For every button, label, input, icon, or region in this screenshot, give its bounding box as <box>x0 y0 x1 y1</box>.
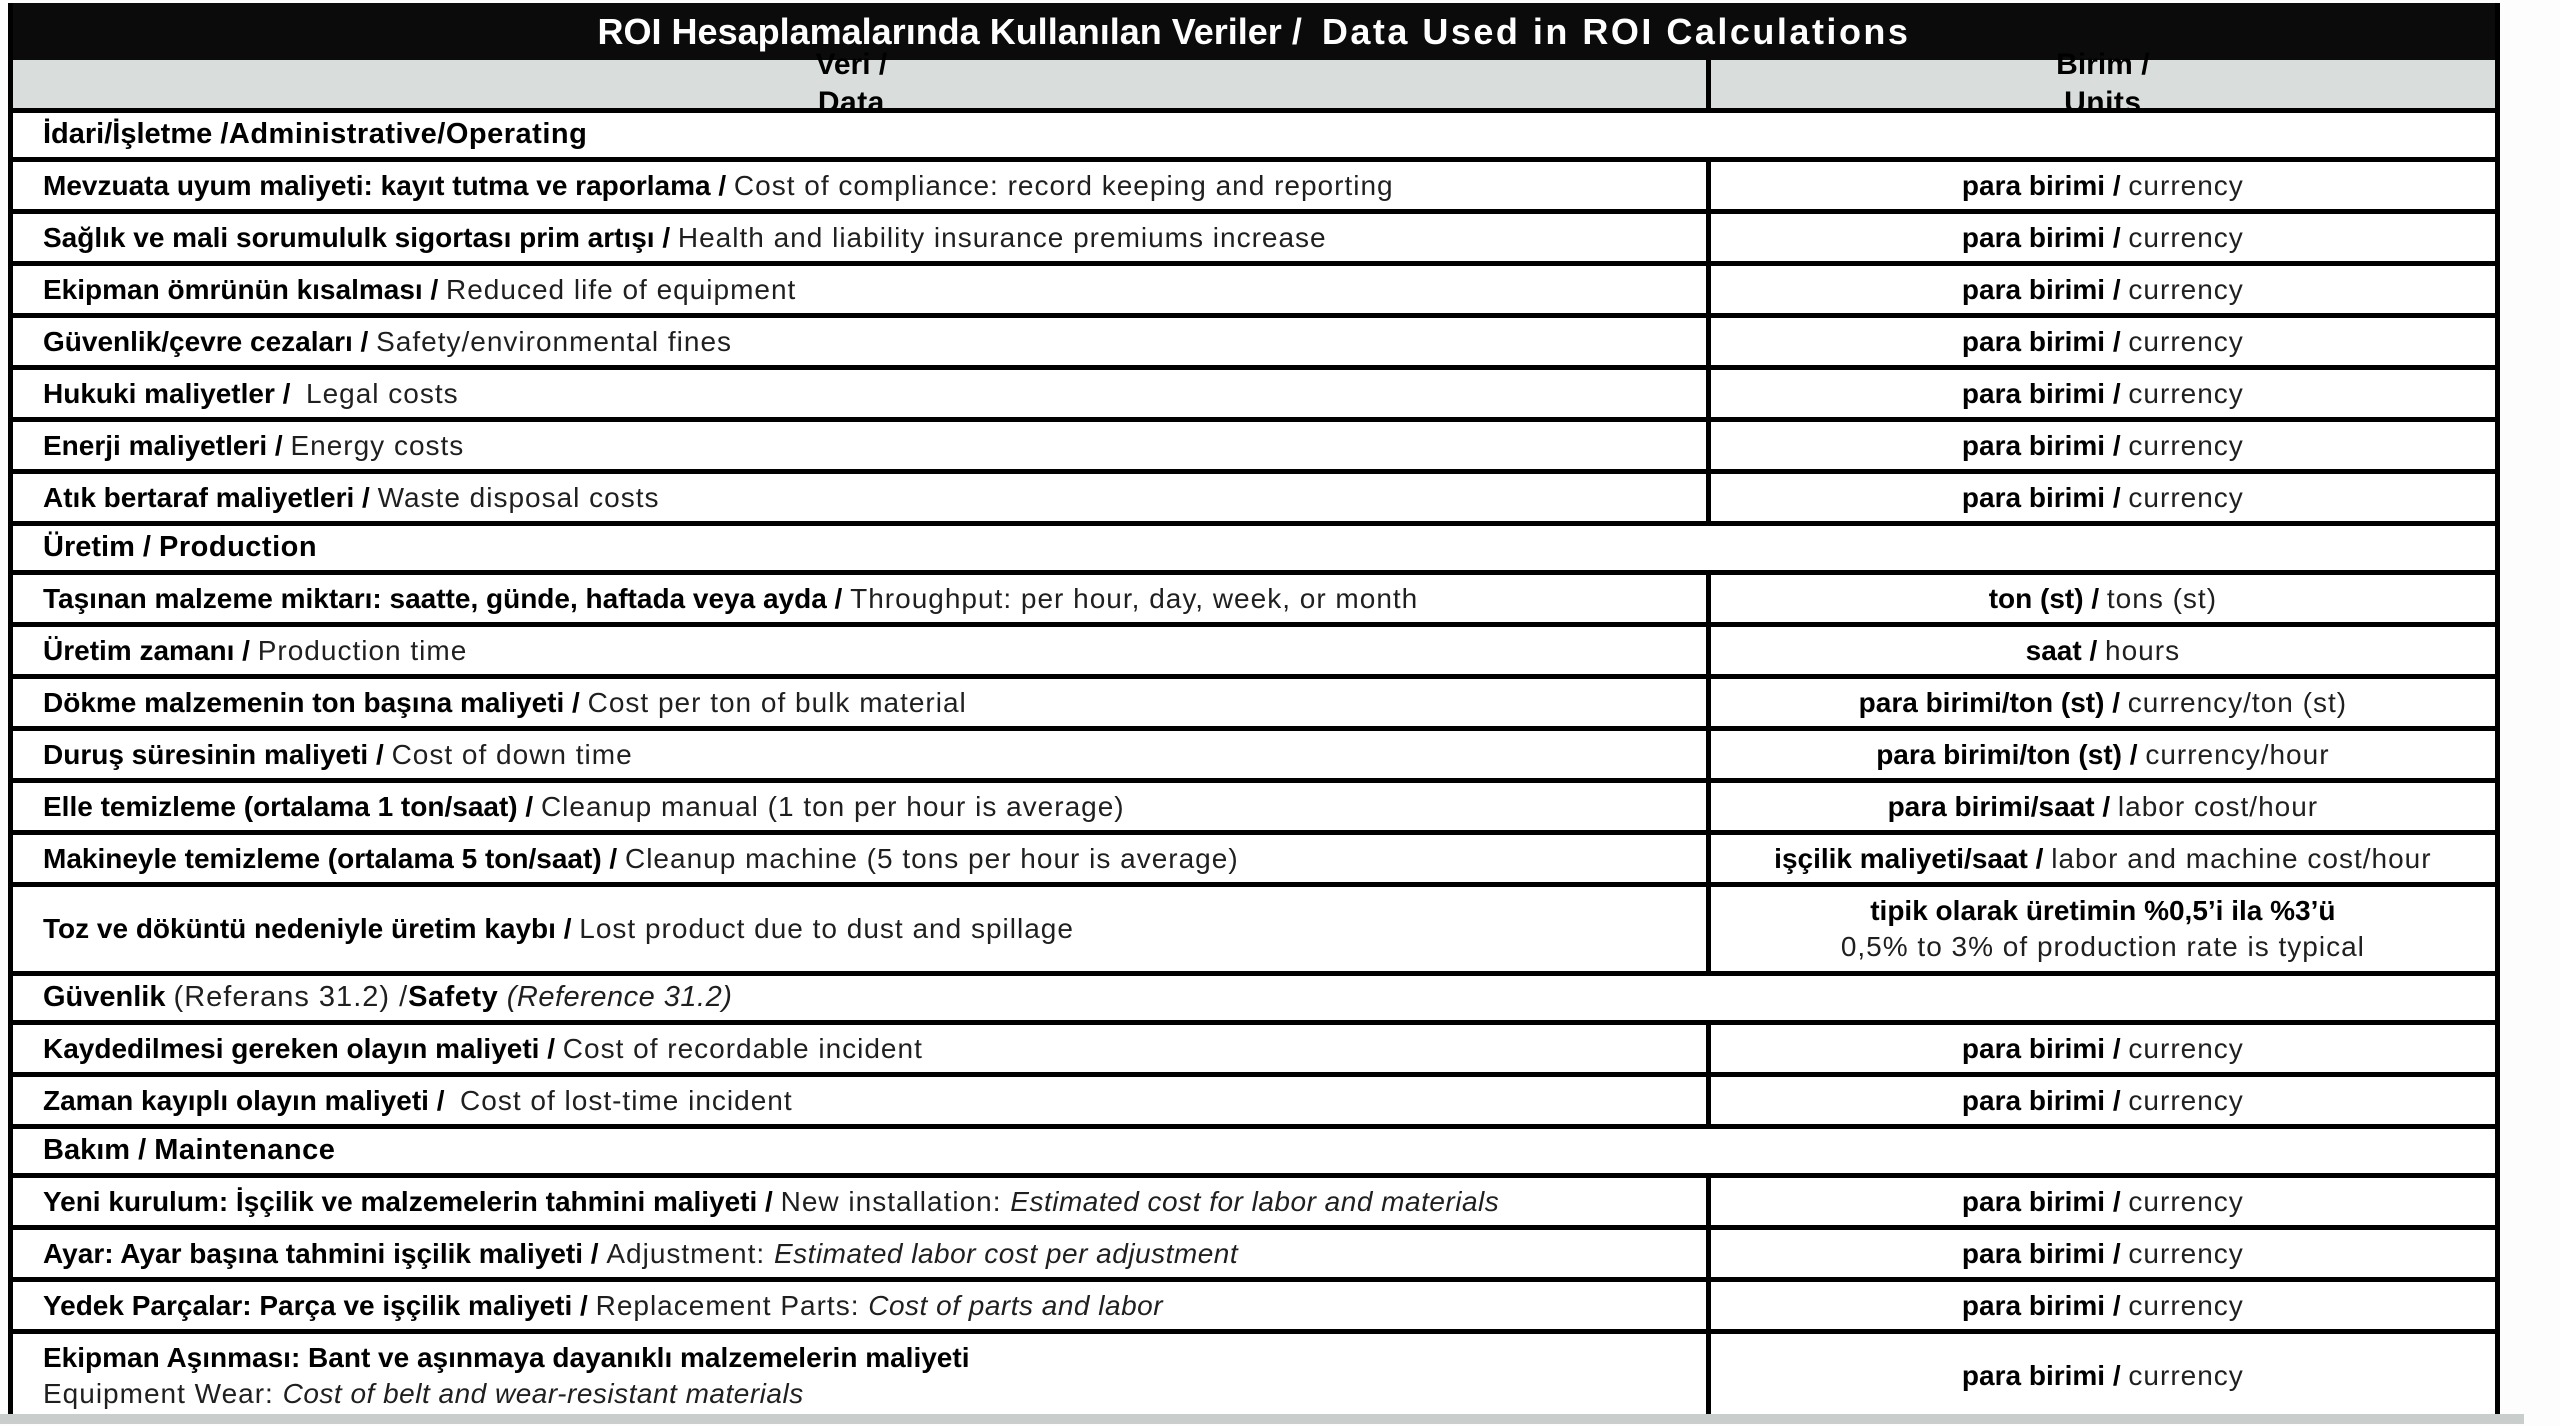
text-segment: işçilik maliyeti/saat / <box>1774 842 2052 874</box>
text-segment: saat / <box>2025 634 2106 666</box>
cell-line <box>43 428 464 464</box>
text-segment: Üretim zamanı / <box>43 634 258 666</box>
units-cell <box>1706 266 2495 313</box>
text-segment: Cost of lost-time incident <box>460 1084 793 1116</box>
text-segment: currency <box>2128 1360 2244 1392</box>
units-cell <box>1706 1077 2495 1124</box>
cell-line <box>43 841 1239 877</box>
text-segment: Birim / <box>2056 47 2150 81</box>
text-segment: Atık bertaraf maliyetleri / <box>43 481 378 513</box>
data-row <box>13 1178 2495 1230</box>
text-segment: currency/ton (st) <box>2127 686 2348 718</box>
text-segment: Ekipman Aşınması: Bant ve aşınmaya dayanıklı malzemelerin maliyeti <box>43 1342 970 1374</box>
data-cell <box>13 1077 1706 1124</box>
cell-line <box>1774 841 2431 877</box>
page-bottom-strip <box>0 1414 2524 1424</box>
text-segment: Maintenance <box>154 1134 336 1167</box>
text-segment: Kaydedilmesi gereken olayın maliyeti / <box>43 1032 563 1064</box>
text-segment: İdari/İşletme <box>43 118 221 151</box>
data-cell <box>13 679 1706 726</box>
data-cell <box>13 1025 1706 1072</box>
units-cell <box>1706 162 2495 209</box>
text-segment: currency <box>2128 221 2244 253</box>
cell-line <box>43 529 317 566</box>
cell-line <box>1870 893 2335 929</box>
text-segment: currency <box>2128 1289 2244 1321</box>
cell-line <box>43 220 1327 256</box>
text-segment: Elle temizleme (ortalama 1 ton/saat) / <box>43 790 541 822</box>
data-cell <box>13 1230 1706 1277</box>
cell-line <box>43 581 1418 617</box>
cell-line <box>43 979 732 1016</box>
text-segment: Reduced life of equipment <box>446 273 797 305</box>
text-segment: para birimi / <box>1961 221 2129 253</box>
cell-line <box>1989 581 2217 617</box>
cell-line <box>1962 1288 2244 1324</box>
text-segment: para birimi / <box>1961 1360 2129 1392</box>
cell-line <box>43 911 1074 947</box>
data-row <box>13 422 2495 474</box>
column-header-units <box>1706 47 2495 119</box>
column-header-data <box>13 47 1706 119</box>
data-cell <box>13 731 1706 778</box>
text-segment: para birimi / <box>1961 1032 2129 1064</box>
units-cell <box>1706 474 2495 521</box>
data-cell <box>13 162 1706 209</box>
text-segment: Throughput: per hour, day, week, or month <box>850 582 1419 614</box>
text-segment: Safety <box>408 981 507 1014</box>
text-segment: currency <box>2128 325 2244 357</box>
units-cell <box>1706 835 2495 882</box>
data-cell <box>13 1282 1706 1329</box>
data-row <box>13 783 2495 835</box>
text-segment: Legal costs <box>306 377 459 409</box>
section-header-row <box>13 113 2495 162</box>
cell-line <box>1962 220 2244 256</box>
units-cell <box>1706 627 2495 674</box>
cell-line <box>43 789 1125 825</box>
cell-line <box>1962 480 2244 516</box>
section-header-cell <box>13 976 2495 1020</box>
text-segment: Dökme malzemenin ton başına maliyeti / <box>43 686 588 718</box>
cell-line <box>43 324 732 360</box>
text-segment: Yedek Parçalar: Parça ve işçilik maliyeti / <box>43 1289 596 1321</box>
text-segment: Estimated labor cost per adjustment <box>773 1237 1239 1269</box>
text-segment: Üretim / <box>43 531 160 564</box>
cell-line <box>43 1236 1238 1272</box>
data-row <box>13 1334 2495 1423</box>
text-segment: para birimi / <box>1961 169 2129 201</box>
data-row <box>13 214 2495 266</box>
section-header-row <box>13 976 2495 1025</box>
cell-line <box>1962 376 2244 412</box>
data-row <box>13 162 2495 214</box>
units-cell <box>1706 575 2495 622</box>
data-cell <box>13 422 1706 469</box>
text-segment: Makineyle temizleme (ortalama 5 ton/saat) / <box>43 842 625 874</box>
data-row <box>13 318 2495 370</box>
text-segment: currency <box>2128 377 2244 409</box>
units-cell <box>1706 1178 2495 1225</box>
data-cell <box>13 783 1706 830</box>
text-segment: Yeni kurulum: İşçilik ve malzemelerin tahmini maliyeti / <box>43 1185 781 1217</box>
cell-line <box>1876 737 2329 773</box>
cell-line <box>1962 1031 2244 1067</box>
text-segment: Sağlık ve mali sorumululk sigortası prim artışı / <box>43 221 678 253</box>
text-segment: Production <box>159 531 318 564</box>
units-cell <box>1706 370 2495 417</box>
text-segment: Adjustment: <box>606 1237 774 1269</box>
cell-line <box>43 168 1394 204</box>
cell-line <box>43 685 967 721</box>
cell-line <box>43 1132 335 1169</box>
units-cell <box>1706 1282 2495 1329</box>
units-cell <box>1706 1334 2495 1418</box>
text-segment: Lost product due to dust and spillage <box>579 913 1074 945</box>
cell-line <box>43 376 459 412</box>
text-segment: Taşınan malzeme miktarı: saatte, günde, haftada veya ayda / <box>43 582 851 614</box>
text-segment: Cost per ton of bulk material <box>587 686 967 718</box>
units-cell <box>1706 679 2495 726</box>
data-row <box>13 887 2495 976</box>
text-segment: Replacement Parts: <box>595 1289 869 1321</box>
data-cell <box>13 887 1706 971</box>
text-segment: currency <box>2128 429 2244 461</box>
text-segment: New installation: <box>780 1185 1011 1217</box>
section-header-row <box>13 526 2495 575</box>
data-cell <box>13 575 1706 622</box>
section-header-cell <box>13 113 2495 157</box>
data-cell <box>13 474 1706 521</box>
text-segment: Mevzuata uyum maliyeti: kayıt tutma ve raporlama / <box>43 169 734 201</box>
text-segment: Zaman kayıplı olayın maliyeti / <box>43 1084 461 1116</box>
data-row <box>13 679 2495 731</box>
units-cell <box>1706 1230 2495 1277</box>
table-body <box>13 113 2495 1423</box>
data-row <box>13 1282 2495 1334</box>
data-row <box>13 1077 2495 1129</box>
cell-line <box>43 1083 793 1119</box>
text-segment: (Referans 31.2) / <box>173 981 409 1014</box>
text-segment: Data <box>817 86 885 119</box>
text-segment: para birimi / <box>1961 1237 2129 1269</box>
text-segment: Cost of compliance: record keeping and reporting <box>733 169 1394 201</box>
cell-line <box>43 737 633 773</box>
text-segment: Cost of belt and wear-resistant materials <box>282 1378 804 1409</box>
text-segment: Health and liability insurance premiums increase <box>677 221 1327 253</box>
text-segment: para birimi / <box>1961 1084 2129 1116</box>
cell-line <box>1962 324 2244 360</box>
cell-line <box>1962 272 2244 308</box>
units-cell <box>1706 214 2495 261</box>
data-row <box>13 266 2495 318</box>
cell-line <box>1962 1236 2244 1272</box>
text-segment: tons (st) <box>2106 582 2218 614</box>
cell-line <box>1962 428 2244 464</box>
section-header-cell <box>13 526 2495 570</box>
data-cell <box>13 835 1706 882</box>
data-cell <box>13 318 1706 365</box>
text-segment: para birimi / <box>1961 273 2129 305</box>
text-segment: currency <box>2128 1084 2244 1116</box>
cell-line <box>43 116 587 153</box>
text-segment: Bakım / <box>43 1134 155 1167</box>
text-segment: 0,5% to 3% of production rate is typical <box>1840 931 2365 962</box>
text-segment: Ayar: Ayar başına tahmini işçilik maliyeti / <box>43 1237 607 1269</box>
text-segment: Units <box>2064 86 2142 119</box>
text-segment: hours <box>2105 634 2181 666</box>
text-segment: Estimated cost for labor and materials <box>1010 1185 1500 1217</box>
text-segment: currency <box>2128 1237 2244 1269</box>
text-segment: para birimi / <box>1961 481 2129 513</box>
text-segment: Ekipman ömrünün kısalması / <box>43 273 447 305</box>
text-segment: para birimi/saat / <box>1887 790 2118 822</box>
cell-line <box>1962 1184 2244 1220</box>
units-cell <box>1706 422 2495 469</box>
text-segment: currency <box>2128 1185 2244 1217</box>
cell-line <box>43 1376 804 1412</box>
cell-line <box>43 633 467 669</box>
data-row <box>13 370 2495 422</box>
text-segment: currency <box>2128 169 2244 201</box>
cell-line <box>43 1288 1163 1324</box>
cell-line <box>1962 1358 2244 1394</box>
text-segment: Enerji maliyetleri / <box>43 429 291 461</box>
data-row <box>13 731 2495 783</box>
data-cell <box>13 370 1706 417</box>
cell-line <box>1962 1083 2244 1119</box>
cell-line <box>1841 929 2365 965</box>
text-segment: currency <box>2128 1032 2244 1064</box>
data-row <box>13 1230 2495 1282</box>
data-cell <box>13 266 1706 313</box>
text-segment: ROI Hesaplamalarında Kullanılan Veriler / <box>597 10 1322 52</box>
text-segment: ton (st) / <box>1988 582 2107 614</box>
cell-line <box>1859 685 2347 721</box>
text-segment: para birimi/ton (st) / <box>1876 738 2146 770</box>
text-segment: Cost of parts and labor <box>868 1289 1164 1321</box>
cell-line <box>43 1340 969 1376</box>
cell-line <box>43 1031 923 1067</box>
roi-table <box>8 3 2500 1423</box>
text-segment: para birimi / <box>1961 325 2129 357</box>
text-segment: currency/hour <box>2145 738 2330 770</box>
text-segment: para birimi / <box>1961 1185 2129 1217</box>
data-row <box>13 474 2495 526</box>
cell-line <box>43 272 796 308</box>
text-segment: Cleanup machine (5 tons per hour is average) <box>624 842 1239 874</box>
units-cell <box>1706 783 2495 830</box>
text-segment: currency <box>2128 273 2244 305</box>
text-segment: Güvenlik/çevre cezaları / <box>43 325 377 357</box>
text-segment: para birimi / <box>1961 377 2129 409</box>
data-row <box>13 575 2495 627</box>
text-segment: Veri / <box>815 47 888 81</box>
header-row <box>13 47 2495 119</box>
units-cell <box>1706 318 2495 365</box>
text-segment: Equipment Wear: <box>43 1378 283 1409</box>
text-segment: Hukuki maliyetler / <box>43 377 306 409</box>
text-segment: para birimi / <box>1961 429 2129 461</box>
units-cell <box>1706 887 2495 971</box>
text-segment: currency <box>2128 481 2244 513</box>
text-segment: Data Used in ROI Calculations <box>1321 10 1911 52</box>
text-segment: Production time <box>257 634 468 666</box>
text-segment: /Administrative/Operating <box>220 118 588 151</box>
text-segment: Duruş süresinin maliyeti / <box>43 738 392 770</box>
text-segment: para birimi / <box>1961 1289 2129 1321</box>
section-header-cell <box>13 1129 2495 1173</box>
text-segment: Cost of down time <box>391 738 633 770</box>
units-cell <box>1706 1025 2495 1072</box>
data-row <box>13 835 2495 887</box>
text-segment: Energy costs <box>290 429 465 461</box>
text-segment: Cost of recordable incident <box>562 1032 923 1064</box>
cell-line <box>43 480 660 516</box>
data-row <box>13 1025 2495 1077</box>
text-segment: Waste disposal costs <box>377 481 660 513</box>
text-segment: Güvenlik <box>43 981 174 1014</box>
data-cell <box>13 627 1706 674</box>
text-segment: Toz ve döküntü nedeniyle üretim kaybı / <box>43 913 580 945</box>
data-cell <box>13 214 1706 261</box>
cell-line <box>1888 789 2319 825</box>
section-header-row <box>13 1129 2495 1178</box>
text-segment: labor and machine cost/hour <box>2051 842 2432 874</box>
cell-line <box>1962 168 2244 204</box>
units-cell <box>1706 731 2495 778</box>
cell-line <box>2026 633 2180 669</box>
text-segment: (Reference 31.2) <box>506 981 733 1014</box>
text-segment: labor cost/hour <box>2117 790 2319 822</box>
text-segment: Cleanup manual (1 ton per hour is average) <box>540 790 1125 822</box>
data-row <box>13 627 2495 679</box>
text-segment: Safety/environmental fines <box>376 325 733 357</box>
text-segment: tipik olarak üretimin %0,5’i ila %3’ü <box>1870 895 2336 927</box>
text-segment: para birimi/ton (st) / <box>1858 686 2128 718</box>
data-cell <box>13 1334 1706 1418</box>
data-cell <box>13 1178 1706 1225</box>
cell-line <box>43 1184 1499 1220</box>
